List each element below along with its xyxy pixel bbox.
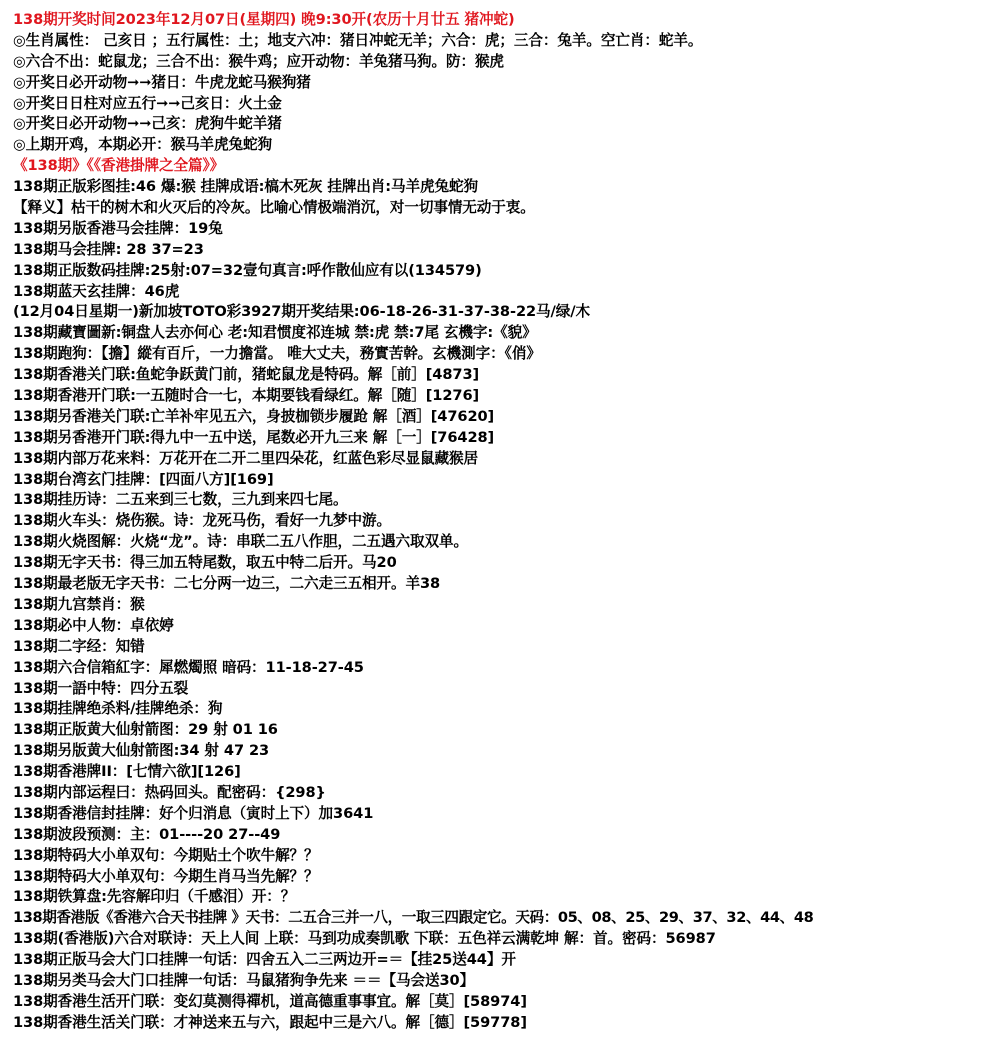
text-line: 138期正版彩图挂:46 爆:猴 挂牌成语:槁木死灰 挂牌出肖:马羊虎兔蛇狗 xyxy=(13,178,478,196)
text-line: 138期挂牌绝杀料/挂牌绝杀：狗 xyxy=(13,700,223,718)
text-line: 138期香港版《香港六合天书挂牌 》天书：二五合三并一八，一取三四跟定它。天码：05、08、25、29、37、32、44、48 xyxy=(13,909,814,927)
text-line: 138期挂历诗：二五来到三七数，三九到来四七尾。 xyxy=(13,491,348,509)
text-line: 138期香港信封挂牌：好个归消息（寅时上下）加3641 xyxy=(13,804,374,822)
text-line: 138期藏寶圖新:铜盘人去亦何心 老:知君惯度祁连城 禁:虎 禁:7尾 玄機字:《貌》 xyxy=(13,324,537,342)
text-line: 138期香港生活开门联：变幻莫测得禪机，道高德重事事宜。解［莫］[58974] xyxy=(13,992,527,1010)
text-line: 138期一語中特：四分五裂 xyxy=(13,679,189,697)
text-line: 138期最老版无字天书：二七分两一边三，二六走三五相开。羊38 xyxy=(13,575,441,593)
text-line: 138期另版黄大仙射箭图:34 射 47 23 xyxy=(13,742,270,760)
text-line: 138期正版黄大仙射箭图：29 射 01 16 xyxy=(13,721,278,739)
text-line: (12月04日星期一)新加坡TOTO彩3927期开奖结果:06-18-26-31-37-38-22马/绿/木 xyxy=(13,303,590,321)
text-line: 138期特码大小单双句：今期生肖马当先解？？ xyxy=(13,867,319,885)
text-line: 138期马会挂牌: 28 37=23 xyxy=(13,240,204,258)
text-line: 138期正版数码挂牌:25射:07=32壹句真言:呼作散仙应有以(134579) xyxy=(13,261,482,279)
text-line: 138期香港牌II：[七情六欲][126] xyxy=(13,763,241,781)
text-line: 138期火车头：烧伤猴。诗：龙死马伤，看好一九梦中游。 xyxy=(13,512,392,530)
text-line: 138期香港开门联:一五随时合一七，本期要钱看绿红。解［随］[1276] xyxy=(13,387,480,405)
text-line: ◎生肖属性： 己亥日 ；五行属性：土；地支六冲：猪日冲蛇无羊；六合：虎；三合：兔羊。空亡肖：蛇羊。 xyxy=(13,31,703,49)
text-line: 138期蓝天玄挂牌：46虎 xyxy=(13,282,180,300)
text-line: 138期二字经：知错 xyxy=(13,637,145,655)
text-line: 138期九宫禁肖：猴 xyxy=(13,595,145,613)
text-line: 138期无字天书：得三加五特尾数，取五中特二后开。马20 xyxy=(13,554,397,572)
text-line: 138期铁算盘:先容解印归（千感泪）开：？ xyxy=(13,888,296,906)
text-line: 138期内部万花来料：万花开在二开二里四朵花，红蓝色彩尽显鼠藏猴居 xyxy=(13,449,478,467)
heading-line: 《138期》《《香港掛牌之全篇》》 xyxy=(13,157,225,175)
text-line: ◎六合不出：蛇鼠龙；三合不出：猴牛鸡；应开动物：羊兔猪马狗。防：猴虎 xyxy=(13,52,504,70)
text-line: 138期另类马会大门口挂牌一句话：马鼠猪狗争先来 ＝＝【马会送30】 xyxy=(13,971,475,989)
text-line: 138期六合信箱紅字：犀燃燭照 暗码：11-18-27-45 xyxy=(13,658,364,676)
text-line: 138期另香港开门联:得九中一五中送，尾数必开九三来 解［一］[76428] xyxy=(13,428,495,446)
text-line: 138期台湾玄门挂牌：[四面八方][169] xyxy=(13,470,274,488)
text-line: 138期另香港关门联:亡羊补牢见五六，身披枷锁步履跄 解［酒］[47620] xyxy=(13,407,495,425)
text-line: 138期火烧图解：火烧“龙”。诗：串联二五八作胆，二五遇六取双单。 xyxy=(13,533,468,551)
text-line: ◎开奖日日柱对应五行➞➞己亥日：火土金 xyxy=(13,94,282,112)
text-line: 138期必中人物：卓依婷 xyxy=(13,616,174,634)
text-line: 138期正版马会大门口挂牌一句话：四舍五入二三两边开=＝【挂25送44】开 xyxy=(13,951,516,969)
text-line: ◎开奖日必开动物➞➞己亥：虎狗牛蛇羊猪 xyxy=(13,115,282,133)
text-line: ◎上期开鸡，本期必开：猴马羊虎兔蛇狗 xyxy=(13,136,273,154)
text-line: 138期香港关门联:鱼蛇争跃黄门前，猪蛇鼠龙是特码。解［前］[4873] xyxy=(13,366,480,384)
text-line: 138期另版香港马会挂牌：19兔 xyxy=(13,219,223,237)
text-line: 138期香港生活关门联：才神送来五与六，跟起中三是六八。解［德］[59778] xyxy=(13,1013,527,1031)
document-body xyxy=(13,10,993,1034)
text-line: 138期特码大小单双句：今期贴土个吹牛解？？ xyxy=(13,846,319,864)
text-line: ◎开奖日必开动物➞➞猪日：牛虎龙蛇马猴狗猪 xyxy=(13,73,311,91)
text-line: 138期波段预测：主：01----20 27--49 xyxy=(13,825,281,843)
text-line: 138期内部运程曰：热码回头。配密码：{298} xyxy=(13,783,326,801)
text-line: 138期跑狗：【擔】縱有百斤，一力擔當。 唯大丈夫，務實苦幹。玄機測字：《俏》 xyxy=(13,345,541,363)
text-line: 138期(香港版)六合对联诗：天上人间 上联：马到功成奏凯歌 下联：五色祥云满乾坤 解：首。密码：56987 xyxy=(13,930,716,948)
heading-line: 138期开奖时间2023年12月07日(星期四) 晚9:30开(农历十月廿五 猪冲蛇) xyxy=(13,11,515,28)
text-line: 【释义】枯干的树木和火灭后的冷灰。比喻心情极端消沉，对一切事情无动于衷。 xyxy=(13,199,535,217)
